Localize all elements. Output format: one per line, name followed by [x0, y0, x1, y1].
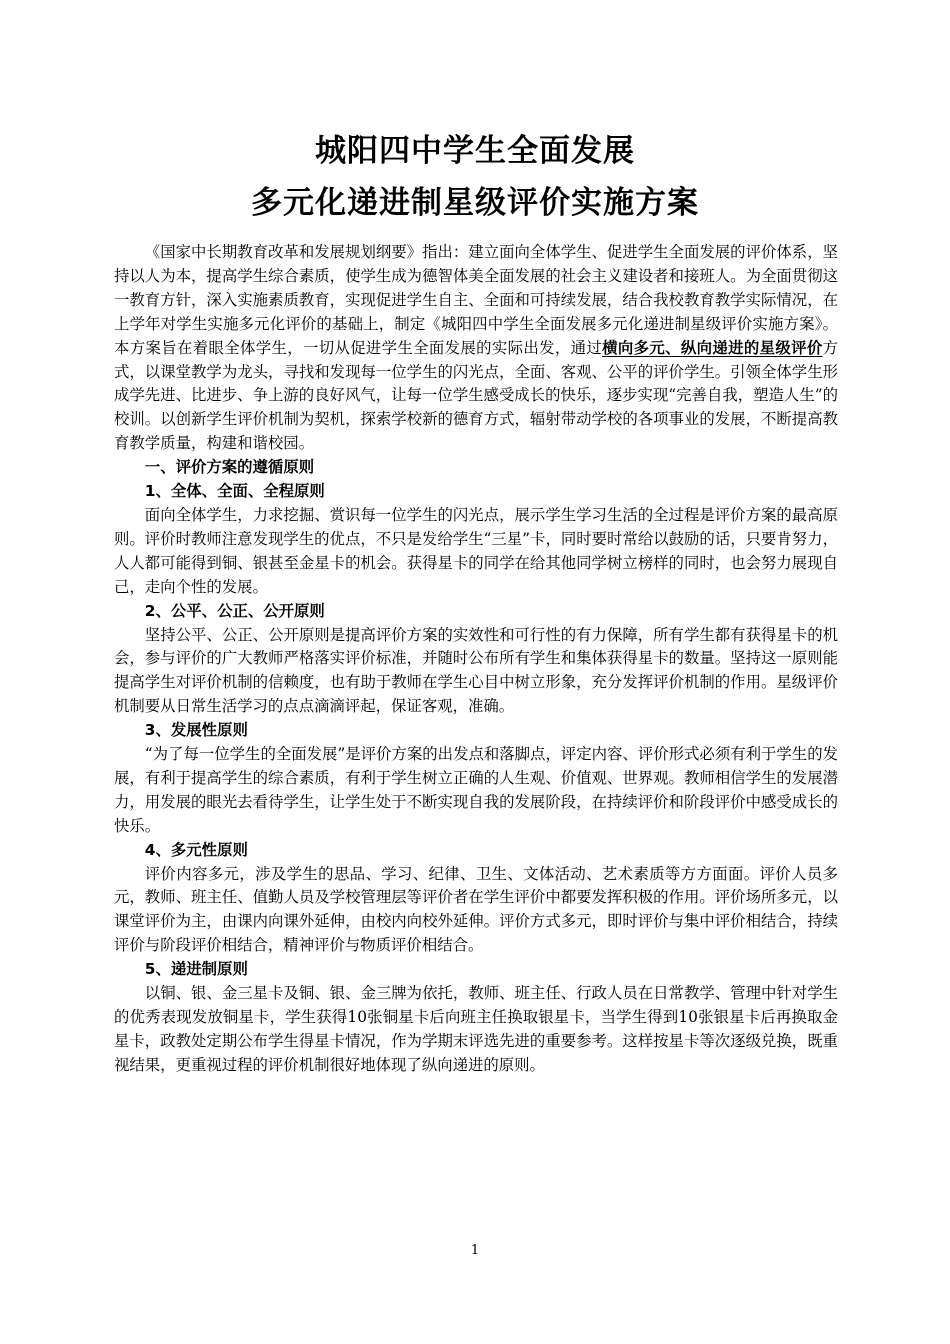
document-title-line2: 多元化递进制星级评价实施方案: [251, 185, 699, 221]
principle-heading-2: 2、公平、公正、公开原则: [144, 601, 325, 620]
intro-paragraph: [114, 241, 838, 456]
principle-heading-5: 5、递进制原则: [144, 960, 248, 979]
intro-emphasis: 横向多元、纵向递进的星级评价: [602, 338, 823, 357]
principle-text-4: 评价内容多元，涉及学生的思品、学习、纪律、卫生、文体活动、艺术素质等方方面面。评价人员多元，教师、班主任、值勤人员及学校管理层等评价者在学生评价中都要发挥积极的作用。评价场所多元，以课堂评价为主，由课内向课外延伸，由校内向校外延伸。评价方式多元，即时评价与集中评价相结合，持续评价与阶段评价相结合，精神评价与物质评价相结合。: [114, 864, 838, 955]
section-heading: 一、评价方案的遵循原则: [144, 458, 315, 477]
principle-heading-4: 4、多元性原则: [144, 840, 248, 859]
principle-text-5: 以铜、银、金三星卡及铜、银、金三牌为依托，教师、班主任、行政人员在日常教学、管理中针对学生的优秀表现发放铜星卡，学生获得10张铜星卡后向班主任换取银星卡，当学生得到10张银星卡后再换取金星卡，政教处定期公布学生得星卡情况，作为学期末评选先进的重要参考。这样按星卡等次逐级兑换，既重视结果，更重视过程的评价机制很好地体现了纵向递进的原则。: [114, 984, 838, 1074]
document-body: [114, 241, 838, 1078]
document-title-line1: 城阳四中学生全面发展: [315, 133, 635, 169]
principle-text-1: 面向全体学生，力求挖掘、赏识每一位学生的闪光点，展示学生学习生活的全过程是评价方案的最高原则。评价时教师注意发现学生的优点，不只是发给学生“三星”卡，同时要时常给以鼓励的话，只要肯努力，人人都可能得到铜、银甚至金星卡的机会。获得星卡的同学在给其他同学树立榜样的同时，也会努力展现自己，走向个性的发展。: [114, 505, 838, 596]
intro-text-after: 方式，以课堂教学为龙头，寻找和发现每一位学生的闪光点，全面、客观、公平的评价学生。引领全体学生形成学先进、比进步、争上游的良好风气，让每一位学生感受成长的快乐，逐步实现“完善自我，塑造人生”的校训。以创新学生评价机制为契机，探索学校新的德育方式，辐射带动学校的各项事业的发展，不断提高教育教学质量，构建和谐校园。: [114, 338, 838, 453]
principle-text-2: 坚持公平、公正、公开原则是提高评价方案的实效性和可行性的有力保障，所有学生都有获得星卡的机会，参与评价的广大教师严格落实评价标准，并随时公布所有学生和集体获得星卡的数量。坚持这一原则能提高学生对评价机制的信赖度，也有助于教师在学生心目中树立形象，充分发挥评价机制的作用。星级评价机制要从日常生活学习的点点滴滴评起，保证客观，准确。: [114, 625, 838, 716]
principle-heading-1: 1、全体、全面、全程原则: [144, 482, 325, 501]
page-number: 1: [470, 1243, 480, 1258]
principle-text-3: “为了每一位学生的全面发展”是评价方案的出发点和落脚点，评定内容、评价形式必须有利于学生的发展，有利于提高学生的综合素质，有利于学生树立正确的人生观、价值观、世界观。教师相信学生的发展潜力，用发展的眼光去看待学生，让学生处于不断实现自我的发展阶段，在持续评价和阶段评价中感受成长的快乐。: [114, 745, 838, 835]
principle-heading-3: 3、发展性原则: [144, 721, 248, 740]
intro-text-before: 《国家中长期教育改革和发展规划纲要》指出：建立面向全体学生、促进学生全面发展的评价体系，坚持以人为本，提高学生综合素质，使学生成为德智体美全面发展的社会主义建设者和接班人。为全面贯彻这一教育方针，深入实施素质教育，实现促进学生自主、全面和可持续发展，结合我校教育教学实际情况，在上学年对学生实施多元化评价的基础上，制定《城阳四中学生全面发展多元化递进制星级评价实施方案》。本方案旨在着眼全体学生，一切从促进学生全面发展的实际出发，通过: [114, 243, 838, 357]
